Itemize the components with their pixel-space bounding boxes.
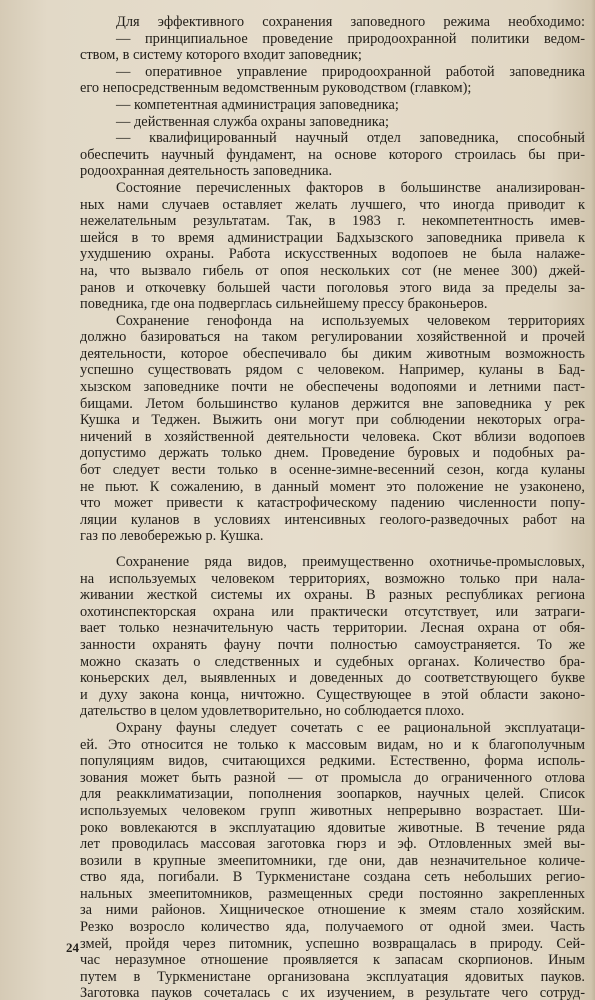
text-line: успешно существовать рядом с человеком. Например, куланы в Бад- [80, 362, 585, 379]
text-line: ранов и откочевку большей части поголовья этого вида за пределы за- [80, 279, 585, 296]
text-line: газ по левобережью р. Кушка. [80, 528, 264, 545]
text-line: — оперативное управление природоохранной работой заповедника [116, 63, 585, 80]
text-line: за ними районов. Хищническое отношение к змеям стало хозяйским. [80, 902, 585, 919]
text-line: вает только незначительную часть территории. Лесная охрана от обя- [80, 620, 585, 637]
text-line: на используемых человеком территориях, возможно только при нала- [80, 570, 585, 587]
text-line: обеспечить научный фундамент, на основе которого строилась бы при- [80, 146, 585, 163]
page-number: 24 [66, 940, 79, 955]
page-text [80, 14, 585, 1000]
text-line: и духу закона конца, ничтожно. Существующее в этой области законо- [80, 686, 585, 703]
text-line: ухудшению охраны. Работа искусственных водопоев не была налаже- [80, 246, 585, 263]
text-line: ей. Это относится не только к массовым видам, но и к благополучным [80, 736, 585, 753]
text-line: хызском заповеднике почти не обеспечены водопоями и летними паст- [80, 379, 585, 396]
text-line: Сохранение генофонда на используемых человеком территориях [116, 312, 585, 329]
text-line: ничений в хозяйственной деятельности человека. Скот вблизи водопоев [80, 428, 585, 445]
text-line: зования может быть разной — от промысла до ограниченного отлова [80, 769, 585, 786]
text-line: бищами. Летом большинство куланов держится вне заповедника у рек [80, 395, 585, 412]
text-line: коньерских дел, выявленных и доведенных до соответствующего букве [80, 670, 585, 687]
text-line: нежелательным результатам. Так, в 1983 г. некомпетентность имев- [80, 213, 585, 230]
text-line: допустимо держать только днем. Проведение буровых и подобных ра- [80, 445, 585, 462]
text-line: на, что вызвало гибель от опоя нескольких сот (не менее 300) джей- [80, 262, 585, 279]
paragraph-genofund [80, 313, 585, 545]
text-line: Сохранение ряда видов, преимущественно охотничье-промысловых, [116, 554, 585, 570]
text-line: Состояние перечисленных факторов в большинстве анализирован- [116, 179, 585, 196]
text-line: Заготовка пауков сочеталась с их изучением, в результате чего сотруд- [80, 985, 585, 1000]
text-line: шейся в то время администрации Бадхызского заповедника привела к [80, 229, 585, 246]
text-line: Кушка и Теджен. Выжить они могут при соблюдении некоторых огра- [80, 412, 585, 429]
text-line: Резко возросло количество яда, получаемого от одной змеи. Часть [80, 919, 585, 936]
text-line: нальных змеепитомников, размещенных среди постоянно закрепленных [80, 885, 585, 902]
text-line: путем в Туркменистане организована эксплуатация ядовитых пауков. [80, 968, 585, 985]
text-line: ство яда, погибали. В Туркменистане создана сеть небольших регио- [80, 869, 585, 886]
text-line: родоохранная деятельность заповедника. [80, 163, 333, 180]
text-line: бот следует вести только в осенне-зимне-весенний сезон, когда куланы [80, 462, 585, 479]
text-line: живании жесткой системы их охраны. В разных республиках региона [80, 587, 585, 604]
text-line: для реакклиматизации, пополнения зоопарков, научных целей. Список [80, 786, 585, 803]
text-line: занности охранять фауну почти полностью самоустраняется. То же [80, 636, 585, 653]
text-line: дательство в целом удовлетворительно, но соблюдается плохо. [80, 703, 465, 720]
text-line: ляции куланов в условиях интенсивных геолого-разведочных работ на [80, 511, 585, 528]
text-line: ных нами случаев оставляет желать лучшего, что иногда приводит к [80, 196, 585, 213]
text-line: роко вовлекаются в эксплуатацию ядовитые животные. В течение ряда [80, 819, 585, 836]
text-line: лет проводилась массовая заготовка гюрз и эф. Отловленных змей вы- [80, 836, 585, 853]
text-line: популяциям видов, считающихся редкими. Естественно, форма исполь- [80, 753, 585, 770]
text-line: должно базироваться на таком регулировании хозяйственной и прочей [80, 329, 585, 346]
text-line: охотинспекторская охрана или практически отсутствует, или затраги- [80, 603, 585, 620]
text-line: Для эффективного сохранения заповедного режима необходимо: [116, 14, 585, 30]
text-line: змей, пройдя через питомник, успешно возвращалась в природу. Сей- [80, 935, 585, 952]
paragraph-requirements [80, 14, 585, 180]
text-line: деятельности, которое обеспечивало бы диким животным возможность [80, 345, 585, 362]
paragraph-factors [80, 180, 585, 313]
text-line: — компетентная администрация заповедника; [116, 96, 399, 113]
page-edge-shadow [591, 0, 595, 1000]
paragraph-species-protection [80, 554, 585, 720]
text-line: — квалифицированный научный отдел заповедника, способный [116, 130, 585, 147]
text-line: ством, в систему которого входит заповедник; [80, 47, 362, 64]
text-line: поведника, где она подверглась сильнейшему прессу браконьеров. [80, 296, 488, 313]
text-line: что может привести к катастрофическому падению численности попу- [80, 495, 585, 512]
text-line: не пьют. К сожалению, в данный момент это положение не узаконено, [80, 478, 585, 495]
text-line: можно сказать о следственных и судебных органах. Количество бра- [80, 653, 585, 670]
text-line: — принципиальное проведение природоохранной политики ведом- [116, 30, 585, 47]
text-line: час неразумное отношение проявляется к запасам скорпионов. Иным [80, 952, 585, 969]
text-line: возили в крупные змеепитомники, где они, дав незначительное количе- [80, 852, 585, 869]
text-line: Охрану фауны следует сочетать с ее рациональной эксплуатаци- [116, 719, 585, 736]
text-line: — действенная служба охраны заповедника; [116, 113, 389, 130]
paragraph-exploitation [80, 720, 585, 1000]
text-line: его непосредственным ведомственным руководством (главком); [80, 80, 472, 97]
text-line: используемых человеком групп животных непрерывно возрастает. Ши- [80, 802, 585, 819]
